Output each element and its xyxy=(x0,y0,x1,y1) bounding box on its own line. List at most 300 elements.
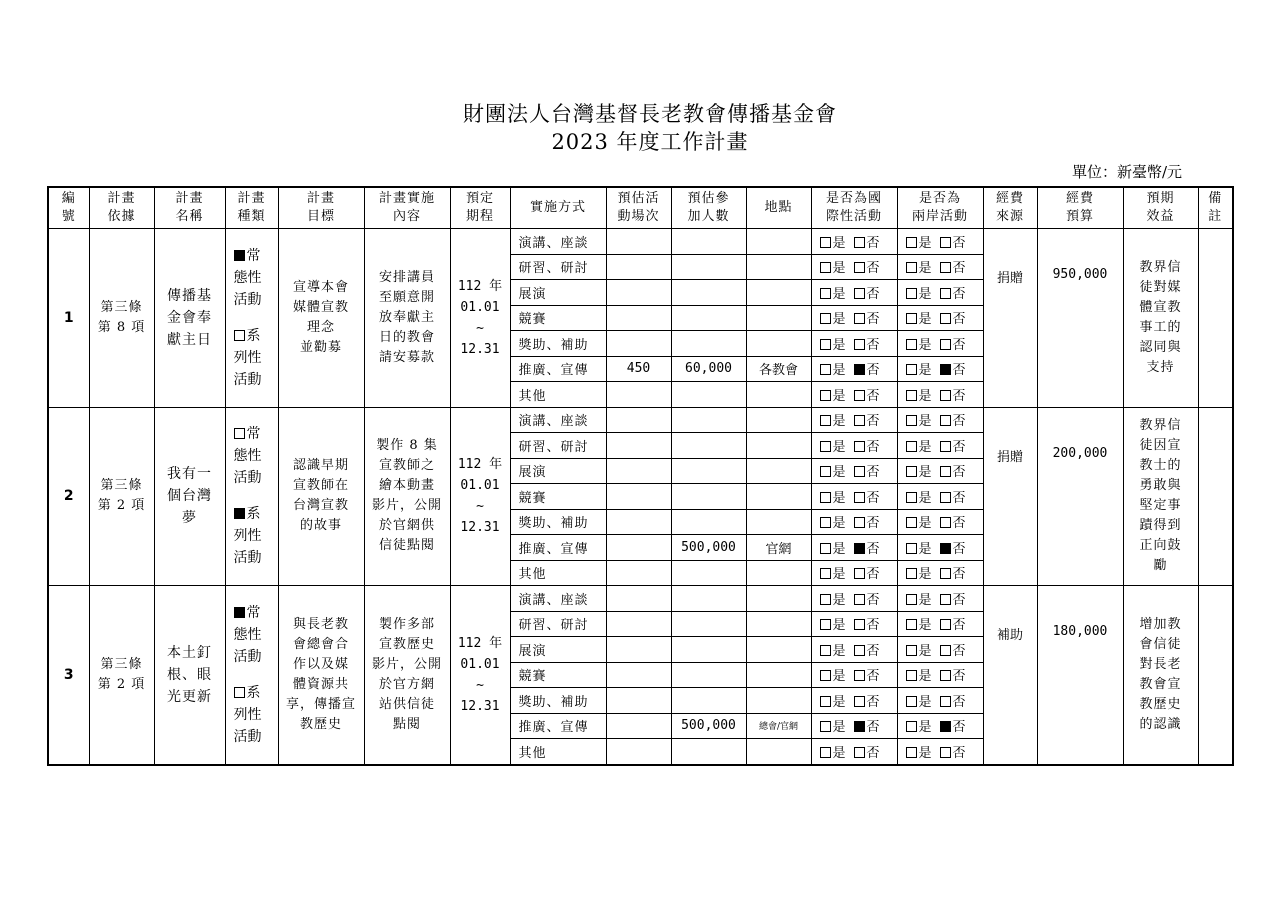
yes-label: 是 xyxy=(918,541,932,557)
table-body xyxy=(48,229,1233,765)
funding-source: 補助 xyxy=(983,586,1037,765)
method-cell: 研習、研討 xyxy=(510,254,606,280)
col-cross-strait-header: 是否為 兩岸活動 xyxy=(897,187,983,229)
location-cell xyxy=(746,331,811,357)
no-label: 否 xyxy=(952,286,966,302)
yes-checkbox[interactable] xyxy=(820,288,831,299)
location-cell: 總會/官網 xyxy=(746,713,811,739)
location-cell xyxy=(746,433,811,459)
regular-activity-label: 常 態性 活動 xyxy=(233,604,262,665)
yes-checkbox[interactable] xyxy=(820,670,831,681)
yes-checkbox[interactable] xyxy=(906,594,917,605)
no-checkbox[interactable] xyxy=(854,747,865,758)
no-label: 否 xyxy=(866,312,880,328)
no-label: 否 xyxy=(952,516,966,532)
no-checkbox[interactable] xyxy=(854,288,865,299)
budget: 180,000 xyxy=(1037,586,1123,765)
no-label: 否 xyxy=(866,439,880,455)
cross-strait-yes-no xyxy=(897,458,983,484)
table-row xyxy=(48,229,1233,255)
yes-label: 是 xyxy=(918,312,932,328)
no-checkbox[interactable] xyxy=(854,390,865,401)
no-checkbox[interactable] xyxy=(854,619,865,630)
no-label: 否 xyxy=(952,669,966,685)
no-label: 否 xyxy=(866,669,880,685)
yes-checkbox[interactable] xyxy=(906,288,917,299)
series-activity-label: 系 列性 活動 xyxy=(233,327,262,388)
yes-label: 是 xyxy=(832,567,846,583)
yes-checkbox[interactable] xyxy=(906,696,917,707)
yes-checkbox[interactable] xyxy=(820,747,831,758)
cross-strait-yes-no xyxy=(897,662,983,688)
method-cell: 其他 xyxy=(510,560,606,586)
no-label: 否 xyxy=(952,745,966,761)
yes-label: 是 xyxy=(918,490,932,506)
participants-cell xyxy=(671,382,746,408)
yes-label: 是 xyxy=(918,516,932,532)
yes-label: 是 xyxy=(918,694,932,710)
yes-checkbox[interactable] xyxy=(820,594,831,605)
no-checkbox[interactable] xyxy=(854,415,865,426)
yes-checkbox[interactable] xyxy=(906,670,917,681)
method-cell: 展演 xyxy=(510,458,606,484)
yes-checkbox[interactable] xyxy=(820,568,831,579)
plan-goal: 認識早期 宣教師在 台灣宣教 的故事 xyxy=(278,407,364,586)
no-checkbox[interactable] xyxy=(854,492,865,503)
location-cell xyxy=(746,229,811,255)
yes-label: 是 xyxy=(832,414,846,430)
cross-strait-yes-no xyxy=(897,382,983,408)
remark xyxy=(1198,229,1233,408)
expected-effect: 教界信 徒因宣 教士的 勇敢與 堅定事 蹟得到 正向鼓 勵 xyxy=(1123,407,1198,586)
no-checkbox[interactable] xyxy=(940,568,951,579)
yes-label: 是 xyxy=(832,592,846,608)
series-activity-checkbox[interactable] xyxy=(234,330,245,341)
col-basis-header: 計畫 依據 xyxy=(89,187,154,229)
cross-strait-yes-no xyxy=(897,611,983,637)
location-cell xyxy=(746,662,811,688)
budget: 950,000 xyxy=(1037,229,1123,408)
col-international-header: 是否為國 際性活動 xyxy=(811,187,897,229)
sessions-cell xyxy=(606,586,671,612)
yes-label: 是 xyxy=(918,286,932,302)
yes-checkbox[interactable] xyxy=(820,543,831,554)
currency-unit: 單位：新臺幣/元 xyxy=(1072,163,1183,181)
no-label: 否 xyxy=(952,465,966,481)
cross-strait-yes-no xyxy=(897,688,983,714)
international-yes-no xyxy=(811,662,897,688)
yes-label: 是 xyxy=(832,618,846,634)
no-checkbox[interactable] xyxy=(940,390,951,401)
no-checkbox[interactable] xyxy=(940,594,951,605)
yes-checkbox[interactable] xyxy=(906,339,917,350)
international-yes-no xyxy=(811,637,897,663)
yes-checkbox[interactable] xyxy=(820,619,831,630)
no-label: 否 xyxy=(952,618,966,634)
method-cell: 其他 xyxy=(510,382,606,408)
col-sessions-header: 預估活 動場次 xyxy=(606,187,671,229)
expected-effect: 增加教 會信徒 對長老 教會宣 教歷史 的認識 xyxy=(1123,586,1198,765)
no-label: 否 xyxy=(866,516,880,532)
yes-checkbox[interactable] xyxy=(906,492,917,503)
participants-cell xyxy=(671,484,746,510)
no-label: 否 xyxy=(952,337,966,353)
method-cell: 演講、座談 xyxy=(510,586,606,612)
international-yes-no xyxy=(811,484,897,510)
international-yes-no xyxy=(811,713,897,739)
no-label: 否 xyxy=(952,592,966,608)
location-cell xyxy=(746,458,811,484)
yes-label: 是 xyxy=(918,465,932,481)
yes-label: 是 xyxy=(918,414,932,430)
participants-cell: 60,000 xyxy=(671,356,746,382)
no-checkbox[interactable] xyxy=(940,517,951,528)
cross-strait-yes-no xyxy=(897,254,983,280)
cross-strait-yes-no xyxy=(897,637,983,663)
regular-activity-checkbox[interactable] xyxy=(234,428,245,439)
international-yes-no xyxy=(811,331,897,357)
yes-checkbox[interactable] xyxy=(820,390,831,401)
title-block xyxy=(0,100,1280,156)
no-label: 否 xyxy=(952,567,966,583)
yes-checkbox[interactable] xyxy=(906,441,917,452)
no-checkbox[interactable] xyxy=(940,441,951,452)
sessions-cell xyxy=(606,229,671,255)
yes-label: 是 xyxy=(832,337,846,353)
no-label: 否 xyxy=(866,337,880,353)
no-checkbox[interactable] xyxy=(940,288,951,299)
participants-cell xyxy=(671,305,746,331)
sessions-cell xyxy=(606,713,671,739)
participants-cell xyxy=(671,637,746,663)
yes-label: 是 xyxy=(918,337,932,353)
yes-label: 是 xyxy=(918,439,932,455)
yes-checkbox[interactable] xyxy=(820,262,831,273)
yes-checkbox[interactable] xyxy=(820,466,831,477)
series-activity-checkbox[interactable] xyxy=(234,508,245,519)
no-checkbox[interactable] xyxy=(940,415,951,426)
no-checkbox[interactable] xyxy=(940,313,951,324)
yes-checkbox[interactable] xyxy=(820,415,831,426)
expected-effect: 教界信 徒對媒 體宣教 事工的 認同與 支持 xyxy=(1123,229,1198,408)
no-checkbox[interactable] xyxy=(940,237,951,248)
no-label: 否 xyxy=(866,745,880,761)
regular-activity-checkbox[interactable] xyxy=(234,250,245,261)
yes-label: 是 xyxy=(918,643,932,659)
international-yes-no xyxy=(811,382,897,408)
plan-name: 傳播基 金會奉 獻主日 xyxy=(154,229,225,408)
no-checkbox[interactable] xyxy=(854,696,865,707)
no-label: 否 xyxy=(952,720,966,736)
method-cell: 其他 xyxy=(510,739,606,765)
sessions-cell xyxy=(606,535,671,561)
yes-checkbox[interactable] xyxy=(820,339,831,350)
no-label: 否 xyxy=(866,694,880,710)
funding-source: 捐贈 xyxy=(983,407,1037,586)
no-label: 否 xyxy=(866,465,880,481)
no-label: 否 xyxy=(866,261,880,277)
sessions-cell xyxy=(606,688,671,714)
series-activity-checkbox[interactable] xyxy=(234,687,245,698)
yes-checkbox[interactable] xyxy=(820,721,831,732)
plan-number: 2 xyxy=(48,407,89,586)
international-yes-no xyxy=(811,560,897,586)
participants-cell xyxy=(671,688,746,714)
no-checkbox[interactable] xyxy=(940,262,951,273)
no-checkbox[interactable] xyxy=(854,364,865,375)
col-participants-header: 預估參 加人數 xyxy=(671,187,746,229)
col-method-header: 實施方式 xyxy=(510,187,606,229)
no-label: 否 xyxy=(952,643,966,659)
no-checkbox[interactable] xyxy=(940,721,951,732)
location-cell xyxy=(746,382,811,408)
no-label: 否 xyxy=(952,312,966,328)
yes-label: 是 xyxy=(832,720,846,736)
yes-label: 是 xyxy=(832,261,846,277)
plan-kind xyxy=(225,586,278,765)
participants-cell xyxy=(671,254,746,280)
method-cell: 獎助、補助 xyxy=(510,688,606,714)
method-cell: 展演 xyxy=(510,280,606,306)
participants-cell: 500,000 xyxy=(671,713,746,739)
participants-cell xyxy=(671,458,746,484)
sessions-cell xyxy=(606,637,671,663)
yes-label: 是 xyxy=(832,745,846,761)
no-label: 否 xyxy=(866,235,880,251)
yes-checkbox[interactable] xyxy=(906,466,917,477)
yes-checkbox[interactable] xyxy=(820,492,831,503)
no-label: 否 xyxy=(952,439,966,455)
no-checkbox[interactable] xyxy=(854,543,865,554)
method-cell: 推廣、宣傳 xyxy=(510,356,606,382)
yes-checkbox[interactable] xyxy=(906,721,917,732)
sessions-cell xyxy=(606,662,671,688)
no-label: 否 xyxy=(866,643,880,659)
yes-label: 是 xyxy=(832,516,846,532)
col-funding-source-header: 經費 來源 xyxy=(983,187,1037,229)
plan-kind xyxy=(225,229,278,408)
international-yes-no xyxy=(811,586,897,612)
location-cell xyxy=(746,484,811,510)
regular-activity-label: 常 態性 活動 xyxy=(233,426,262,487)
no-checkbox[interactable] xyxy=(854,517,865,528)
no-checkbox[interactable] xyxy=(940,492,951,503)
col-goal-header: 計畫 目標 xyxy=(278,187,364,229)
no-checkbox[interactable] xyxy=(940,619,951,630)
location-cell xyxy=(746,739,811,765)
yes-checkbox[interactable] xyxy=(906,364,917,375)
col-location-header: 地點 xyxy=(746,187,811,229)
location-cell xyxy=(746,280,811,306)
international-yes-no xyxy=(811,509,897,535)
no-checkbox[interactable] xyxy=(854,466,865,477)
sessions-cell xyxy=(606,407,671,433)
document-subtitle: 2023 年度工作計畫 xyxy=(551,130,749,154)
yes-label: 是 xyxy=(918,567,932,583)
method-cell: 推廣、宣傳 xyxy=(510,713,606,739)
no-checkbox[interactable] xyxy=(940,364,951,375)
location-cell xyxy=(746,560,811,586)
cross-strait-yes-no xyxy=(897,713,983,739)
method-cell: 推廣、宣傳 xyxy=(510,535,606,561)
international-yes-no xyxy=(811,254,897,280)
plan-goal: 宣導本會 媒體宣教 理念 並勸募 xyxy=(278,229,364,408)
yes-checkbox[interactable] xyxy=(820,237,831,248)
yes-checkbox[interactable] xyxy=(906,568,917,579)
participants-cell xyxy=(671,509,746,535)
sessions-cell xyxy=(606,458,671,484)
participants-cell xyxy=(671,229,746,255)
no-label: 否 xyxy=(866,720,880,736)
yes-label: 是 xyxy=(918,235,932,251)
no-checkbox[interactable] xyxy=(940,747,951,758)
no-checkbox[interactable] xyxy=(940,670,951,681)
plan-kind xyxy=(225,407,278,586)
international-yes-no xyxy=(811,229,897,255)
yes-label: 是 xyxy=(832,363,846,379)
yes-checkbox[interactable] xyxy=(906,543,917,554)
location-cell: 官網 xyxy=(746,535,811,561)
no-checkbox[interactable] xyxy=(854,237,865,248)
yes-label: 是 xyxy=(832,388,846,404)
sessions-cell xyxy=(606,739,671,765)
no-checkbox[interactable] xyxy=(854,262,865,273)
yes-label: 是 xyxy=(918,388,932,404)
yes-checkbox[interactable] xyxy=(906,262,917,273)
col-content-header: 計畫實施 內容 xyxy=(364,187,450,229)
plan-number: 1 xyxy=(48,229,89,408)
remark xyxy=(1198,586,1233,765)
yes-label: 是 xyxy=(918,720,932,736)
table-row xyxy=(48,407,1233,433)
yes-checkbox[interactable] xyxy=(820,441,831,452)
location-cell xyxy=(746,688,811,714)
no-label: 否 xyxy=(952,363,966,379)
cross-strait-yes-no xyxy=(897,305,983,331)
yes-label: 是 xyxy=(918,261,932,277)
col-budget-header: 經費 預算 xyxy=(1037,187,1123,229)
yes-label: 是 xyxy=(832,235,846,251)
international-yes-no xyxy=(811,535,897,561)
location-cell: 各教會 xyxy=(746,356,811,382)
plan-number: 3 xyxy=(48,586,89,765)
no-checkbox[interactable] xyxy=(940,466,951,477)
yes-label: 是 xyxy=(832,541,846,557)
no-checkbox[interactable] xyxy=(854,313,865,324)
yes-label: 是 xyxy=(918,618,932,634)
international-yes-no xyxy=(811,280,897,306)
yes-label: 是 xyxy=(832,465,846,481)
method-cell: 競賽 xyxy=(510,484,606,510)
no-checkbox[interactable] xyxy=(854,670,865,681)
sessions-cell xyxy=(606,280,671,306)
method-cell: 演講、座談 xyxy=(510,229,606,255)
col-remark-header: 備 註 xyxy=(1198,187,1233,229)
no-checkbox[interactable] xyxy=(854,339,865,350)
yes-checkbox[interactable] xyxy=(820,696,831,707)
col-effect-header: 預期 效益 xyxy=(1123,187,1198,229)
participants-cell xyxy=(671,407,746,433)
no-checkbox[interactable] xyxy=(854,594,865,605)
no-label: 否 xyxy=(952,388,966,404)
cross-strait-yes-no xyxy=(897,433,983,459)
plan-name: 本土釘 根、眼 光更新 xyxy=(154,586,225,765)
no-checkbox[interactable] xyxy=(940,696,951,707)
cross-strait-yes-no xyxy=(897,586,983,612)
cross-strait-yes-no xyxy=(897,331,983,357)
sessions-cell xyxy=(606,331,671,357)
table-row xyxy=(48,586,1233,612)
yes-label: 是 xyxy=(918,363,932,379)
yes-label: 是 xyxy=(832,490,846,506)
col-name-header: 計畫 名稱 xyxy=(154,187,225,229)
international-yes-no xyxy=(811,356,897,382)
location-cell xyxy=(746,407,811,433)
international-yes-no xyxy=(811,611,897,637)
no-checkbox[interactable] xyxy=(854,441,865,452)
yes-checkbox[interactable] xyxy=(906,645,917,656)
no-checkbox[interactable] xyxy=(854,721,865,732)
no-checkbox[interactable] xyxy=(854,645,865,656)
col-no-header: 編 號 xyxy=(48,187,89,229)
international-yes-no xyxy=(811,688,897,714)
no-checkbox[interactable] xyxy=(940,645,951,656)
remark xyxy=(1198,407,1233,586)
sessions-cell xyxy=(606,433,671,459)
no-checkbox[interactable] xyxy=(854,568,865,579)
work-plan-table xyxy=(47,186,1234,766)
no-checkbox[interactable] xyxy=(940,339,951,350)
yes-checkbox[interactable] xyxy=(906,390,917,401)
header-row xyxy=(48,187,1233,229)
yes-checkbox[interactable] xyxy=(906,747,917,758)
cross-strait-yes-no xyxy=(897,509,983,535)
plan-basis: 第三條 第 2 項 xyxy=(89,586,154,765)
sessions-cell xyxy=(606,509,671,535)
regular-activity-label: 常 態性 活動 xyxy=(233,247,262,308)
yes-checkbox[interactable] xyxy=(820,313,831,324)
document-title: 財團法人台灣基督長老教會傳播基金會 xyxy=(463,102,837,126)
regular-activity-checkbox[interactable] xyxy=(234,607,245,618)
location-cell xyxy=(746,637,811,663)
yes-label: 是 xyxy=(832,286,846,302)
location-cell xyxy=(746,305,811,331)
sessions-cell xyxy=(606,254,671,280)
yes-checkbox[interactable] xyxy=(906,619,917,630)
yes-checkbox[interactable] xyxy=(906,415,917,426)
yes-label: 是 xyxy=(918,592,932,608)
sessions-cell xyxy=(606,484,671,510)
yes-checkbox[interactable] xyxy=(820,364,831,375)
yes-checkbox[interactable] xyxy=(906,517,917,528)
yes-label: 是 xyxy=(832,643,846,659)
yes-checkbox[interactable] xyxy=(906,313,917,324)
yes-label: 是 xyxy=(832,669,846,685)
method-cell: 競賽 xyxy=(510,662,606,688)
yes-checkbox[interactable] xyxy=(820,517,831,528)
international-yes-no xyxy=(811,305,897,331)
plan-goal: 與長老教 會總會合 作以及媒 體資源共 享，傳播宣 教歷史 xyxy=(278,586,364,765)
no-checkbox[interactable] xyxy=(940,543,951,554)
plan-schedule: 112 年 01.01 ~ 12.31 xyxy=(450,586,510,765)
yes-checkbox[interactable] xyxy=(906,237,917,248)
no-label: 否 xyxy=(866,541,880,557)
cross-strait-yes-no xyxy=(897,407,983,433)
cross-strait-yes-no xyxy=(897,535,983,561)
yes-checkbox[interactable] xyxy=(820,645,831,656)
participants-cell xyxy=(671,331,746,357)
yes-label: 是 xyxy=(832,439,846,455)
